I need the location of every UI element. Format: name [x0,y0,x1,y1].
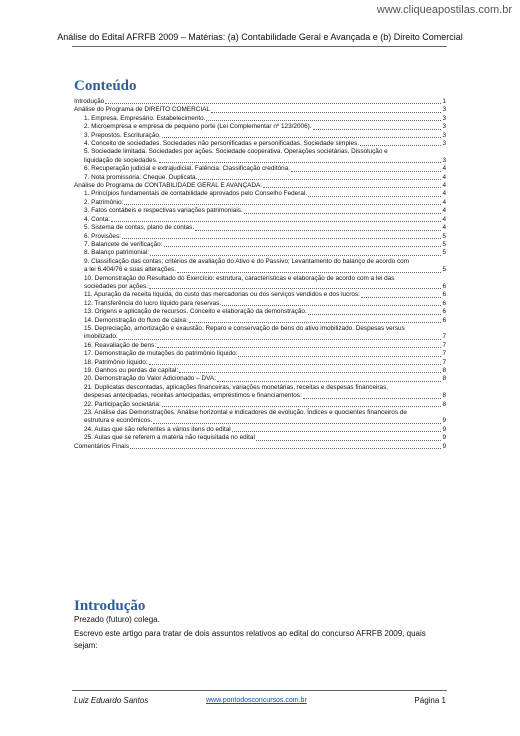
toc-entry[interactable] [74,241,446,249]
toc-entry-text: 12. Transferência do lucro líquido para reservas. [84,299,222,307]
toc-entry-text: 23. Análise das Demonstrações. Análise horizontal e indicadores de evolução. Índices e quocientes financeiros de [84,409,407,417]
toc-dot-leader [195,224,441,230]
toc-entry[interactable] [74,224,446,232]
toc-page-number: 4 [442,165,446,173]
toc-dot-leader [179,367,441,373]
toc-entry-text: 20. Demonstração do Valor Adicionado – DVA: [84,375,216,383]
toc-dot-leader [162,401,442,407]
toc-entry-text: 10. Demonstração do Resultado do Exercício: estrutura, características e elaboração de acordo com a lei das [84,274,395,282]
toc-entry[interactable] [74,199,446,207]
toc-entry-text: 19. Ganhos ou perdas de capital: [84,367,179,374]
toc-entry[interactable] [74,182,446,190]
toc-page-number: 3 [442,156,446,164]
toc-entry-text: 22. Participação societária: [84,400,161,408]
toc-entry[interactable] [74,367,446,375]
toc-page-number: 4 [442,182,446,190]
toc-dot-leader [360,140,441,146]
toc-entry-text: 7. Balancete de verificação: [84,240,163,248]
toc-dot-leader [122,233,441,239]
toc-dot-leader [153,417,441,423]
toc-page-number: 7 [442,358,446,366]
document-header-title: Análise do Edital AFRFB 2009 – Matérias: (a) Contabilidade Geral e Avançada e (b) Direito Comercial [57,32,463,42]
toc-page-number: 3 [442,140,446,148]
toc-entry[interactable] [74,426,446,434]
toc-entry-text: 21. Duplicatas descontadas, aplicações financeiras, variações monetárias, receitas e despesas financeiras, [84,383,389,391]
toc-entry-text: 5. Sociedade limitada. Sociedades por ações. Sociedade cooperativa. Operações societárias. Dissolução e [84,148,388,156]
toc-dot-leader [111,216,442,222]
toc-page-number: 8 [442,375,446,383]
toc-entry[interactable] [74,359,446,367]
toc-entry[interactable] [74,308,446,316]
toc-page-number: 8 [442,392,446,400]
toc-page-number: 3 [442,114,446,122]
toc-dot-leader [232,426,442,432]
toc-entry[interactable] [74,317,446,325]
toc-dot-leader [149,359,442,365]
toc-entry-text: 14. Demonstração do fluxo de caixa: [84,316,188,324]
toc-dot-leader [159,157,442,163]
toc-page-number: 1 [442,98,446,105]
toc-page-number: 5 [442,232,446,240]
toc-entry[interactable] [74,207,446,215]
toc-page-number: 4 [442,207,446,215]
table-of-contents [74,98,446,451]
toc-page-number: 4 [442,198,446,206]
toc-entry[interactable] [74,106,446,114]
toc-entry[interactable] [74,190,446,198]
toc-entry-text: 15. Depreciação, amortização e exaustão. Reparo e conservação de bens do ativo imobilizado. Despesas versus [84,324,405,332]
toc-entry-text-continued: despesas antecipadas, receitas antecipadas, empréstimos e financiamentos: [84,392,302,400]
site-watermark: www.cliqueapostilas.com.br [376,4,512,16]
toc-dot-leader [217,375,442,381]
footer-divider [72,690,447,691]
toc-entry[interactable] [74,98,446,106]
toc-dot-leader [119,333,442,339]
toc-entry[interactable] [74,165,446,173]
toc-dot-leader [291,165,441,171]
toc-page-number: 8 [442,400,446,408]
toc-page-number: 7 [442,333,446,341]
toc-entry[interactable] [74,384,446,401]
toc-entry[interactable] [74,249,446,257]
toc-dot-leader [189,317,442,323]
toc-page-number: 5 [442,249,446,257]
footer-link[interactable]: www.pontodosconcursos.com.br [206,697,307,704]
toc-page-number: 5 [442,266,446,274]
toc-entry-text: 7. Nota promissória. Cheque. Duplicata. [84,173,198,181]
toc-entry-text: 1. Empresa. Empresário. Estabelecimento. [84,114,206,122]
toc-entry[interactable] [74,115,446,123]
toc-entry-text: 4. Conta: [84,215,110,223]
toc-dot-leader [177,266,441,272]
toc-entry-text: 1. Princípios fundamentais de contabilidade aprovados pelo Conselho Federal. [84,190,308,198]
toc-entry[interactable] [74,174,446,182]
toc-entry-text: 6. Recuperação judicial e extrajudicial. Falência. Classificação creditória. [84,165,291,173]
toc-dot-leader [164,241,442,247]
toc-page-number: 3 [442,106,446,114]
toc-dot-leader [313,123,442,129]
toc-entry-text: 11. Apuração da receita líquida, do custo das mercadorias ou dos serviços vendidos e dos lucros: [84,291,360,299]
toc-entry-text-continued: estrutura e econômicos. [84,417,153,425]
toc-dot-leader [124,199,441,205]
toc-page-number: 6 [442,282,446,290]
toc-page-number: 7 [442,350,446,358]
toc-entry-text: 3. Fatos contábeis e respectivas variações patrimoniais. [84,207,243,215]
toc-dot-leader [238,350,441,356]
toc-entry-text: 8. Balanço patrimonial: [84,249,150,257]
toc-entry[interactable] [74,342,446,350]
toc-dot-leader [150,249,441,255]
toc-page-number: 9 [442,442,446,450]
toc-entry-text: Análise do Programa de CONTABILIDADE GERAL E AVANÇADA: [74,182,262,190]
toc-dot-leader [303,392,442,398]
toc-entry-text: 13. Origens e aplicação de recursos. Conceito e elaboração da demonstração. [84,308,307,316]
toc-entry-text-continued: liquidação de sociedades. [84,156,158,164]
toc-entry[interactable] [74,443,446,451]
toc-page-number: 3 [442,123,446,131]
toc-page-number: 6 [442,299,446,307]
toc-dot-leader [157,342,441,348]
toc-dot-leader [308,308,442,314]
toc-entry-text: Análise do Programa de DIREITO COMERCIAL [74,106,210,114]
footer-author: Luiz Eduardo Santos [74,696,149,705]
toc-entry[interactable] [74,300,446,308]
toc-page-number: 6 [442,291,446,299]
toc-entry[interactable] [74,291,446,299]
toc-dot-leader [256,434,442,440]
toc-entry[interactable] [74,148,446,165]
toc-entry[interactable] [74,216,446,224]
toc-entry-text-continued: a lei 6.404/76 e suas alterações. [84,266,177,274]
toc-entry[interactable] [74,233,446,241]
toc-dot-leader [222,300,441,306]
toc-entry[interactable] [74,350,446,358]
toc-page-number: 9 [442,417,446,425]
toc-dot-leader [198,174,441,180]
toc-page-number: 9 [442,425,446,433]
toc-entry-text: 4. Conceito de sociedades. Sociedades não personificadas e personificadas. Sociedade simples. [84,140,359,148]
toc-entry[interactable] [74,132,446,140]
toc-entry-text: 25. Aulas que se referem a matéria não requisitada no edital [84,434,255,442]
toc-dot-leader [211,106,442,112]
toc-entry-text: 5. Sistema de contas, plano de contas. [84,224,195,232]
toc-entry[interactable] [74,325,446,342]
toc-dot-leader [206,115,441,121]
toc-entry-text: 18. Patrimônio líquido: [84,358,148,366]
toc-entry[interactable] [74,434,446,442]
toc-entry-text-continued: imobilizado. [84,333,118,341]
toc-page-number: 3 [442,131,446,139]
toc-page-number: 6 [442,316,446,324]
toc-dot-leader [162,132,442,138]
toc-entry[interactable] [74,375,446,383]
intro-paragraph-1: Prezado (futuro) colega. [74,615,160,624]
toc-entry[interactable] [74,140,446,148]
toc-page-number: 8 [442,367,446,374]
toc-dot-leader [361,291,442,297]
toc-page-number: 4 [442,224,446,232]
toc-dot-leader [308,190,441,196]
toc-page-number: 7 [442,341,446,349]
footer-page-number: Página 1 [414,696,446,705]
toc-entry-text: 9. Classificação das contas; critérios de avaliação do Ativo e do Passivo; Levantamento do balanço de acordo com [84,257,410,265]
toc-heading: Conteúdo [74,78,137,94]
toc-entry-text: 16. Reavaliação de bens: [84,341,157,349]
toc-entry-text: 24. Aulas que são referentes a vários itens do edital [84,425,231,433]
toc-entry-text: Comentários Finais [74,442,130,450]
toc-entry-text: 3. Prepostos. Escrituração. [84,131,161,139]
toc-entry-text: 2. Microempresa e empresa de pequeno porte (Lei Complementar nº 123/2006). [84,123,312,131]
toc-entry[interactable] [74,409,446,426]
intro-heading: Introdução [74,598,146,614]
header-divider [72,46,447,47]
toc-page-number: 4 [442,190,446,198]
toc-entry[interactable] [74,401,446,409]
toc-dot-leader [149,283,441,289]
toc-entry[interactable] [74,258,446,275]
toc-dot-leader [105,98,441,104]
toc-page-number: 4 [442,173,446,181]
toc-page-number: 6 [442,308,446,316]
toc-dot-leader [263,182,441,188]
intro-paragraph-2: Escrevo este artigo para tratar de dois assuntos relativos ao edital do concurso AFRFB 2009, quais sejam: [74,629,426,650]
toc-entry-text: Introdução [74,98,105,105]
toc-entry-text-continued: sociedades por ações. [84,282,148,290]
toc-entry-text: 6. Provisões: [84,232,121,240]
toc-entry-text: 17. Demonstração de mutações do patrimônio líquido: [84,350,238,358]
toc-page-number: 9 [442,434,446,442]
toc-entry[interactable] [74,123,446,131]
toc-page-number: 4 [442,215,446,223]
toc-dot-leader [244,207,442,213]
toc-page-number: 5 [442,240,446,248]
toc-entry[interactable] [74,275,446,292]
toc-dot-leader [130,443,441,449]
toc-entry-text: 2. Patrimônio: [84,198,124,206]
